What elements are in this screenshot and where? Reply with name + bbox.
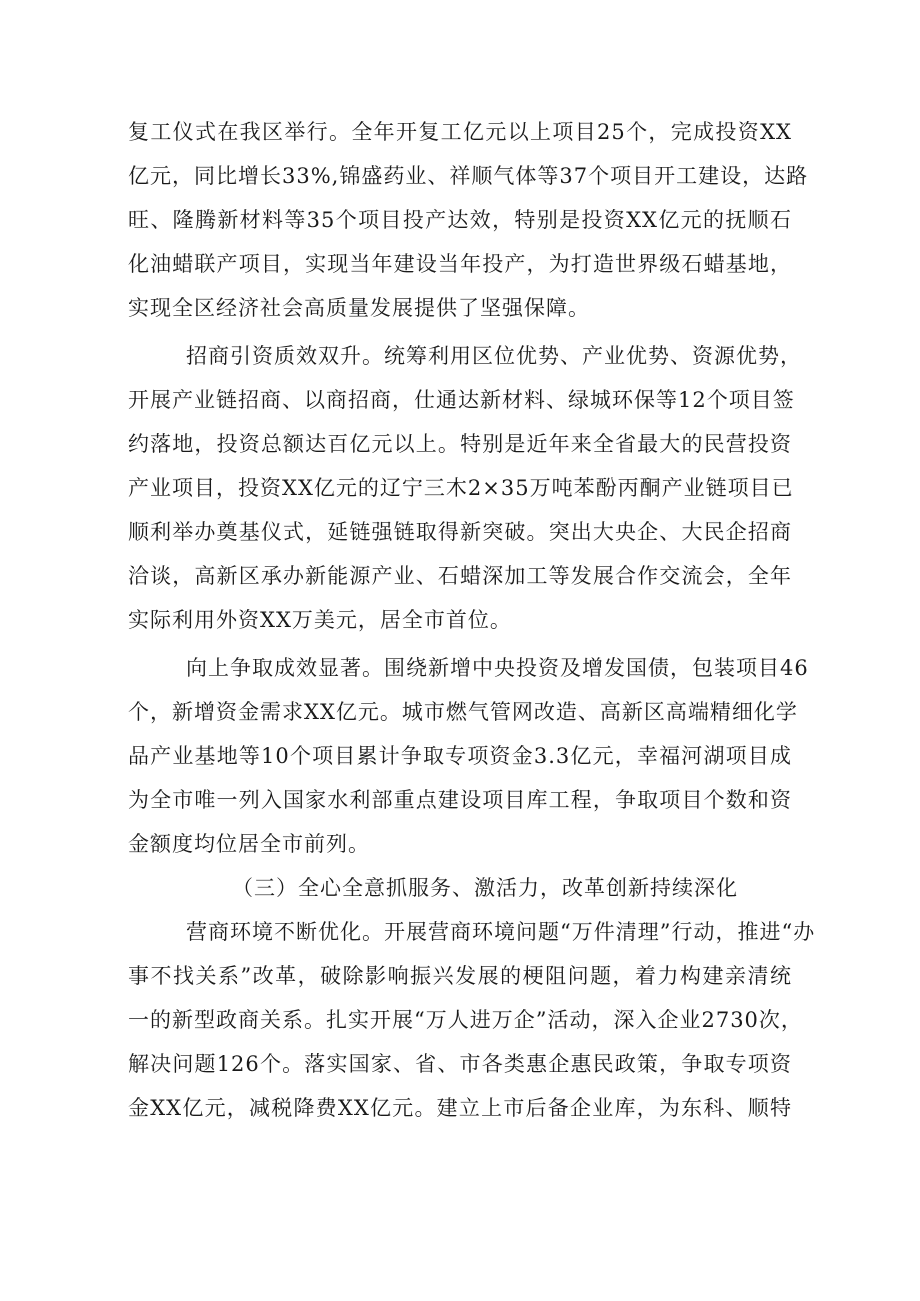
text-line: 金XX亿元，减税降费XX亿元。建立上市后备企业库，为东科、顺特 <box>128 1096 792 1120</box>
text-line: 事不找关系”改革，破除影响振兴发展的梗阻问题，着力构建亲清统 <box>128 964 792 988</box>
paragraph-first-line: 营商环境不断优化。开展营商环境问题“万件清理”行动，推进“办 <box>186 920 816 944</box>
paragraph-first-line: 向上争取成效显著。围绕新增中央投资及增发国债，包装项目46 <box>186 656 809 680</box>
text-line: 顺利举办奠基仪式，延链强链取得新突破。突出大央企、大民企招商 <box>128 520 792 544</box>
text-line: 产业项目，投资XX亿元的辽宁三木2×35万吨苯酚丙酮产业链项目已 <box>128 476 794 500</box>
section-heading: （三）全心全意抓服务、激活力，改革创新持续深化 <box>232 876 738 900</box>
text-line: 为全市唯一列入国家水利部重点建设项目库工程，争取项目个数和资 <box>128 788 792 812</box>
text-line: 化油蜡联产项目，实现当年建设当年投产，为打造世界级石蜡基地， <box>128 252 792 276</box>
text-line: 金额度均位居全市前列。 <box>128 832 370 856</box>
text-line: 个，新增资金需求XX亿元。城市燃气管网改造、高新区高端精细化学 <box>128 700 798 724</box>
text-line: 实际利用外资XX万美元，居全市首位。 <box>128 608 512 632</box>
text-line: 解决问题126个。落实国家、省、市各类惠企惠民政策，争取专项资 <box>128 1052 792 1076</box>
text-line: 品产业基地等10个项目累计争取专项资金3.3亿元，幸福河湖项目成 <box>128 744 792 768</box>
text-line: 旺、隆腾新材料等35个项目投产达效，特别是投资XX亿元的抚顺石 <box>128 208 792 232</box>
text-line: 实现全区经济社会高质量发展提供了坚强保障。 <box>128 296 590 320</box>
paragraph-first-line: 招商引资质效双升。统筹利用区位优势、产业优势、资源优势， <box>186 344 802 368</box>
text-line: 一的新型政商关系。扎实开展“万人进万企”活动，深入企业2730次， <box>128 1008 803 1032</box>
text-line: 洽谈，高新区承办新能源产业、石蜡深加工等发展合作交流会，全年 <box>128 564 792 588</box>
text-line: 开展产业链招商、以商招商，仕通达新材料、绿城环保等12个项目签 <box>128 388 795 412</box>
text-line: 约落地，投资总额达百亿元以上。特别是近年来全省最大的民营投资 <box>128 432 792 456</box>
text-line: 复工仪式在我区举行。全年开复工亿元以上项目25个，完成投资XX <box>128 120 792 144</box>
text-line: 亿元，同比增长33%,锦盛药业、祥顺气体等37个项目开工建设，达路 <box>128 164 809 188</box>
